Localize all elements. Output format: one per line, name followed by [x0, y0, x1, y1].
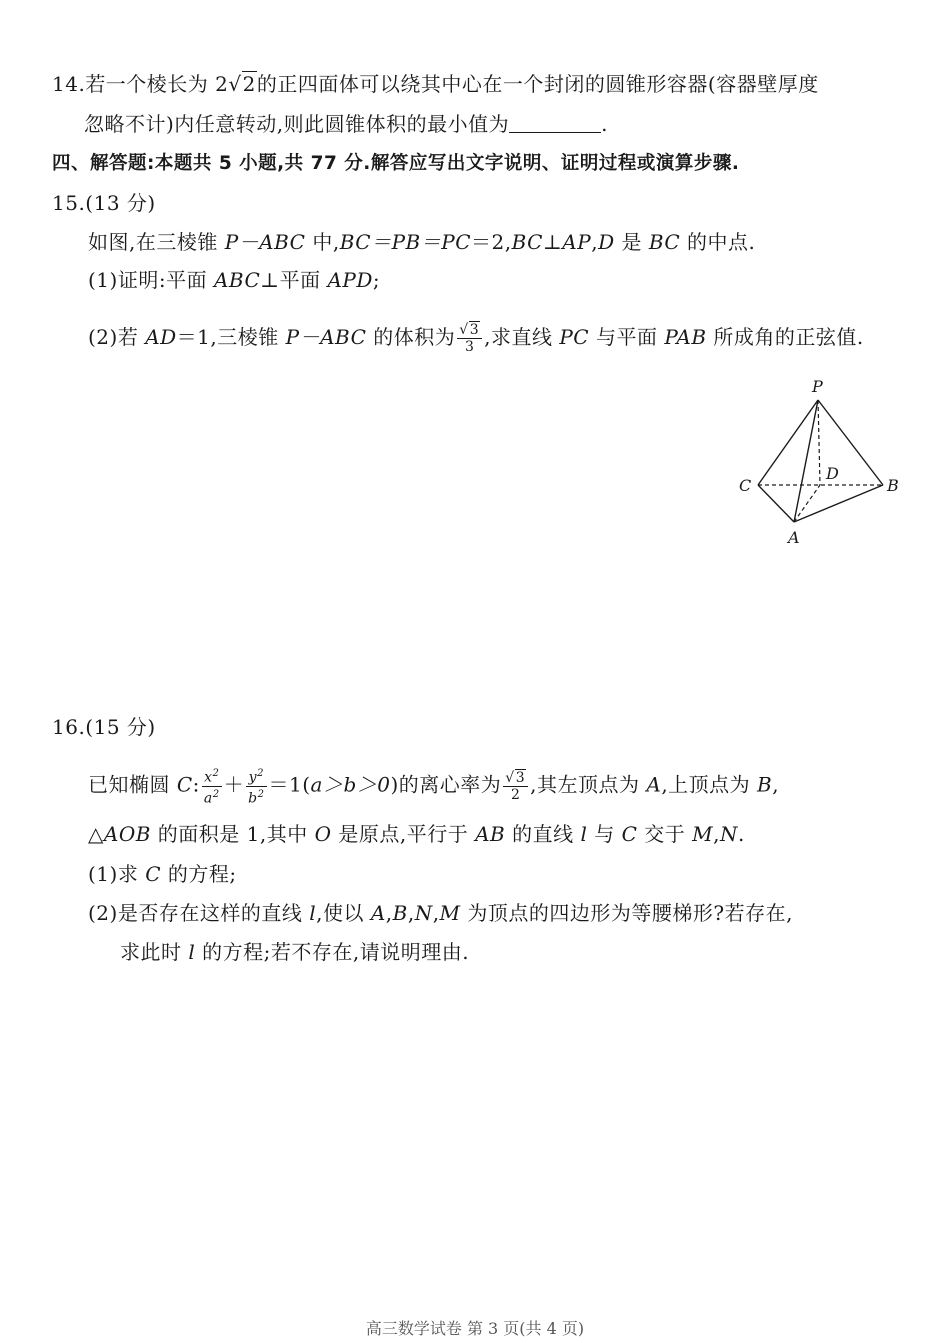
t: ＝1,三棱锥 [176, 325, 286, 349]
q14-edge-length [215, 72, 257, 96]
t: a＞b＞0 [310, 772, 391, 797]
t: △ [88, 822, 104, 846]
section-heading: 四、解答题:本题共 5 小题,共 77 分.解答应写出文字说明、证明过程或演算步骤. [52, 153, 740, 174]
t: . [737, 822, 745, 846]
answer-blank[interactable] [509, 112, 601, 133]
t: (2)是否存在这样的直线 [88, 901, 310, 925]
q14-line2 [84, 110, 608, 138]
q14-text: 若一个棱长为 [85, 72, 209, 96]
t: 与 [587, 822, 622, 846]
edge-ca [758, 485, 794, 522]
t: BC＝PB＝PC [339, 230, 472, 254]
volume-fraction: $\frac{√3}{3}$ [457, 322, 482, 355]
t: ＝2, [471, 230, 512, 254]
t: M [439, 901, 461, 925]
q14-number: 14. [52, 72, 86, 96]
t: M [692, 822, 714, 846]
t: B [757, 772, 773, 797]
t: C [145, 862, 161, 886]
t: 如图,在三棱锥 [88, 230, 225, 254]
t: ＝1( [268, 772, 311, 797]
t: N [719, 822, 738, 846]
q16-part1 [88, 860, 237, 888]
t: PC [559, 325, 590, 349]
t: (1)求 [88, 862, 146, 886]
t: APD [327, 268, 373, 292]
t: 的方程;若不存在,请说明理由. [195, 940, 470, 964]
t: , [713, 822, 720, 846]
t: 的中点. [680, 230, 756, 254]
edge-coef: 2 [215, 72, 229, 96]
edge-radicand: 2 [242, 72, 256, 96]
t: C [621, 822, 638, 846]
t: ; [372, 268, 381, 292]
label-b: B [887, 476, 899, 495]
t: )的离心率为 [390, 772, 502, 797]
t: , [432, 901, 440, 925]
t: O [314, 822, 332, 846]
t: C [176, 772, 193, 797]
t: ,其左顶点为 [530, 772, 647, 797]
pyramid-diagram [730, 372, 910, 552]
t: 求此时 [120, 940, 189, 964]
q15-part2 [88, 322, 864, 355]
eccentricity-fraction: $\frac{√3}{2}$ [503, 770, 528, 803]
t: 与平面 [589, 325, 665, 349]
t: 2 [511, 786, 521, 803]
t: D [598, 230, 615, 254]
q16-line1 [88, 766, 779, 806]
t: , [591, 230, 599, 254]
t: P－ABC [224, 230, 306, 254]
q16-part2-cont [120, 938, 469, 966]
t: B [392, 901, 408, 925]
t: 的方程; [161, 862, 237, 886]
q14-text-c: 忽略不计)内任意转动,则此圆锥体积的最小值为 [84, 112, 510, 136]
t: , [772, 772, 780, 797]
t: AD [145, 325, 177, 349]
t: l [580, 822, 588, 846]
x-fraction: $\frac{x^2}{a^2}$ [203, 768, 220, 807]
t: y [248, 769, 258, 786]
t: 3 [464, 339, 475, 355]
label-a: A [788, 528, 800, 547]
t: (2)若 [88, 325, 146, 349]
t: A [646, 772, 662, 797]
q16-part2 [88, 899, 793, 927]
t: AB [475, 822, 506, 846]
t: x [204, 769, 213, 786]
t: A [370, 901, 386, 925]
t: 的直线 [505, 822, 581, 846]
q15-stem [88, 228, 755, 256]
q14-text-b: 的正四面体可以绕其中心在一个封闭的圆锥形容器(容器壁厚度 [256, 72, 819, 96]
t: , [385, 901, 393, 925]
t: a [203, 790, 213, 807]
label-p: P [812, 377, 823, 396]
t: BC⊥AP [511, 230, 592, 254]
t: l [188, 940, 196, 964]
t: ,上顶点为 [661, 772, 758, 797]
segment-pd-hidden [818, 400, 820, 485]
t: (1)证明:平面 [88, 268, 214, 292]
t: 3 [469, 322, 480, 338]
t: 是原点,平行于 [331, 822, 476, 846]
t: ＋ [223, 772, 245, 797]
t: ,使以 [316, 901, 371, 925]
t: 交于 [637, 822, 693, 846]
t: , [407, 901, 415, 925]
t: 是 [614, 230, 649, 254]
t: ,求直线 [484, 325, 560, 349]
t: 3 [515, 769, 526, 786]
t: 的面积是 1,其中 [150, 822, 315, 846]
y-fraction: $\frac{y^2}{b^2}$ [248, 768, 265, 807]
t: 已知椭圆 [88, 772, 177, 797]
t: 为顶点的四边形为等腰梯形?若存在, [460, 901, 793, 925]
label-c: C [739, 476, 752, 495]
page-footer: 高三数学试卷 第 3 页(共 4 页) [365, 1319, 585, 1338]
sqrt-sign: √2 [228, 72, 256, 96]
t: BC [648, 230, 681, 254]
q15-part1 [88, 266, 380, 294]
t: ABC [213, 268, 261, 292]
t: ⊥平面 [260, 268, 328, 292]
t: 所成角的正弦值. [706, 325, 864, 349]
t: b [248, 790, 258, 807]
t: PAB [664, 325, 707, 349]
t: AOB [103, 822, 151, 846]
t: N [414, 901, 433, 925]
q14-period: . [601, 112, 609, 136]
q15-header: 15.(13 分) [52, 191, 156, 215]
t: 的体积为 [366, 325, 456, 349]
t: 中, [305, 230, 340, 254]
q16-header: 16.(15 分) [52, 715, 156, 739]
t: P－ABC [285, 325, 367, 349]
t: l [309, 901, 317, 925]
edge-pa [794, 400, 818, 522]
t: : [192, 772, 200, 797]
q14-line1 [52, 70, 819, 98]
q16-line2 [88, 820, 745, 848]
label-d: D [826, 464, 839, 483]
